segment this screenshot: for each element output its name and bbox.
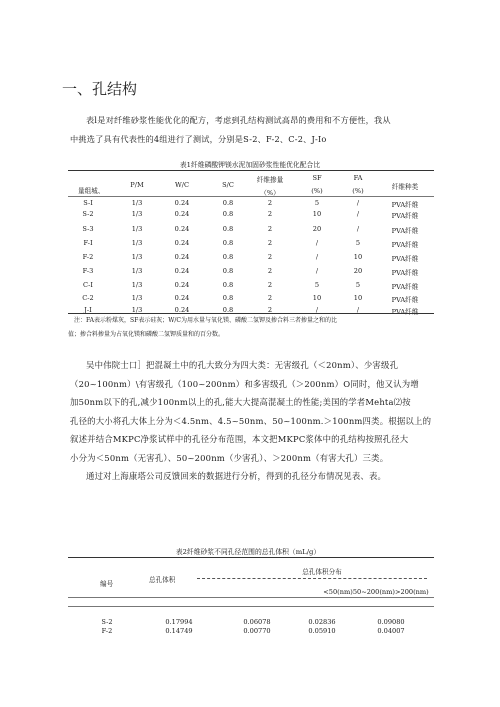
table1-cell: 10 [312,294,322,302]
table1-cell: 10 [312,210,322,218]
table1-cell: 0.24 [174,210,190,218]
body-line: 吴中伟院士口］把混凝土中的孔大致分为四大类：无害级孔（＜20nm）、少害级孔 [86,360,399,370]
table1-cell: 0.8 [222,199,234,207]
table1-cell: 2 [267,239,273,247]
table2-top-rule [68,557,434,558]
table1-cell: PVA纤维 [391,227,419,235]
table1-cell: PVA纤维 [391,241,419,249]
table1-cell: J-I [84,306,92,314]
table1-cell: F-I [83,239,93,247]
table1-cell: 20 [312,225,322,233]
header-pm: P/M [130,181,144,189]
table1-cell: 0.24 [174,306,190,314]
table1-cell: 1/3 [131,239,143,247]
table1-cell: 1/3 [131,199,143,207]
table1-cell: 0.24 [174,239,190,247]
table1-cell: 5 [355,281,361,289]
table1-cell: 0.24 [174,294,190,302]
table1-cell: 0.8 [222,253,234,261]
header-id: 编号 [100,580,114,588]
table2-cell: F-2 [101,627,113,635]
header-ranges: <50(nm)50~200(nm)>200(nm) [323,588,429,596]
table1-cell: / [356,306,360,314]
table1-caption: 表1纤维磷酸钾镁水泥加固砂浆性能优化配合比 [179,161,321,169]
table1-cell: 0.8 [222,225,234,233]
header-sc: S/C [222,181,234,189]
table2-caption: 表2纤维砂浆不同孔径范围的总孔体积（mL/g） [175,548,321,556]
table2-cell: 0.05910 [308,627,336,635]
table1-cell: 0.8 [222,294,234,302]
table1-cell: / [315,306,319,314]
table2-header-rule [68,597,434,598]
table1-cell: PVA纤维 [391,296,419,304]
header-fiber-type: 纤维种类 [391,183,419,191]
table1-cell: 1/3 [131,253,143,261]
table1-cell: 1/3 [131,225,143,233]
header-sf-unit: (%) [311,187,323,195]
table1-cell: 5 [314,199,320,207]
table1-cell: / [356,225,360,233]
table1-note [68,314,434,342]
body-line: （20~100nm）\有害级孔（100~200nm）和多害级孔（＞200nm）O同时，他又认为增 [70,378,419,389]
table2-cell: 0.06078 [243,618,271,626]
header-fa-unit: (%) [352,187,364,195]
table1-cell: 0.8 [222,239,234,247]
table1-cell: PVA纤维 [391,255,419,263]
table1-cell: / [315,253,319,261]
table1-cell: 10 [353,253,363,261]
table1-cell: / [315,267,319,275]
table1-note-line: 值；掺合料掺量为占氧化镁和磷酸二氢钾质量和的百分数。 [68,331,225,338]
table1-cell: PVA纤维 [391,283,419,291]
table1-cell: 2 [267,294,273,302]
table1-cell: 0.24 [174,267,190,275]
header-wc: W/C [174,181,190,189]
table2-cell: 0.09080 [377,618,405,626]
table1-cell: 2 [267,253,273,261]
header-fa: FA [353,174,363,182]
table2-cell: 0.02836 [308,618,336,626]
table1-cell: 5 [314,281,320,289]
table1-cell: F-2 [82,253,94,261]
header-dist: 总孔体积分布 [302,568,342,576]
table1-cell: 1/3 [131,294,143,302]
intro-line: 表l是对纤维砂浆性能优化的配方，考虑到孔结构测试高昂的费用和不方便性，我从 [86,115,391,125]
table2-cell: 0.04007 [377,627,405,635]
table1-cell: 0.8 [222,306,234,314]
table1-cell: 20 [353,267,363,275]
table2-cell: S-2 [101,618,113,626]
table2-dash-line [197,578,427,579]
table1-cell: 1/3 [131,267,143,275]
table1-cell: 2 [267,267,273,275]
header-group: 量组城、 [78,187,105,195]
table1-cell: 0.24 [174,253,190,261]
body-line: 通过对上海康塔公司反馈回来的数据进行分析，得到的孔径分布情况见表、表。 [86,471,387,481]
intro-paragraph [70,111,442,148]
body-line: 加50nm以下的孔,减少100nm以上的孔,能大大提高混凝土的性能;美国的学者Mehta⑵按 [70,397,411,407]
table1-cell: / [315,239,319,247]
table1-cell: / [356,210,360,218]
body-line: 孔径的大小将孔大体上分为＜4.5nm、4.5~50nm、50~100nm.＞100nm四类。根据以上的 [70,415,432,426]
header-sf: SF [312,174,322,182]
table1-cell: 2 [267,210,273,218]
table2-cell: 0.17994 [165,618,193,626]
table1-cell: PVA纤维 [391,201,419,209]
table1-cell: F-3 [82,267,94,275]
table1-cell: 10 [353,294,363,302]
header-total: 总孔体积 [149,576,176,584]
table1-cell: PVA纤维 [391,269,419,277]
table1-cell: 2 [267,199,273,207]
table1-cell: S-2 [82,210,94,218]
table1-cell: PVA纤维 [391,308,419,316]
section-title: 一、孔结构 [62,80,138,98]
table1-header-rule [68,196,434,197]
body-line: 叙述并结合MKPC净浆试样中的孔径分布范围，本文把MKPC浆体中的孔结构按照孔径大 [70,434,409,444]
table1-cell: 2 [267,281,273,289]
table1-cell: 0.24 [174,199,190,207]
table2-cell: 0.00770 [243,627,271,635]
table1-top-rule [68,170,434,171]
body-paragraph [70,356,442,486]
table1-cell: S-3 [82,225,94,233]
table1-cell: 0.8 [222,281,234,289]
table1-cell: / [356,199,360,207]
header-fiber-dosage-unit: （%） [260,189,280,197]
table1-cell: 2 [267,225,273,233]
table1-cell: 1/3 [131,306,143,314]
table1-cell: 0.8 [222,267,234,275]
table1-cell: 1/3 [131,210,143,218]
header-fiber-dosage: 纤维掺量 [256,176,284,184]
intro-line: 中挑选了具有代表性的4组进行了测试，分别是S-2、F-2、C-2、J-Io [70,133,327,144]
table1-cell: C-I [83,281,93,289]
body-line: 小分为＜50nm（无害孔）、50~200nm（少害孔）、＞200nm（有害大孔）三类。 [70,452,389,463]
table1-cell: PVA纤维 [391,212,419,220]
table1-cell: 1/3 [131,281,143,289]
table1-cell: 0.8 [222,210,234,218]
table2-header-rule [68,606,434,607]
table1-cell: S-I [83,199,93,207]
table1-cell: 0.24 [174,281,190,289]
table2-cell: 0.14749 [165,627,193,635]
table1-note-line: 注：FA表示粉煤灰，SF表示硅灰；W/C为用水量与氧化镁、磷酸二氢钾及掺合料三者掺量之和的比 [74,317,338,324]
table1-cell: 5 [355,239,361,247]
table1-cell: 0.24 [174,225,190,233]
table1-cell: C-2 [82,294,94,302]
table1-cell: 2 [267,306,273,314]
